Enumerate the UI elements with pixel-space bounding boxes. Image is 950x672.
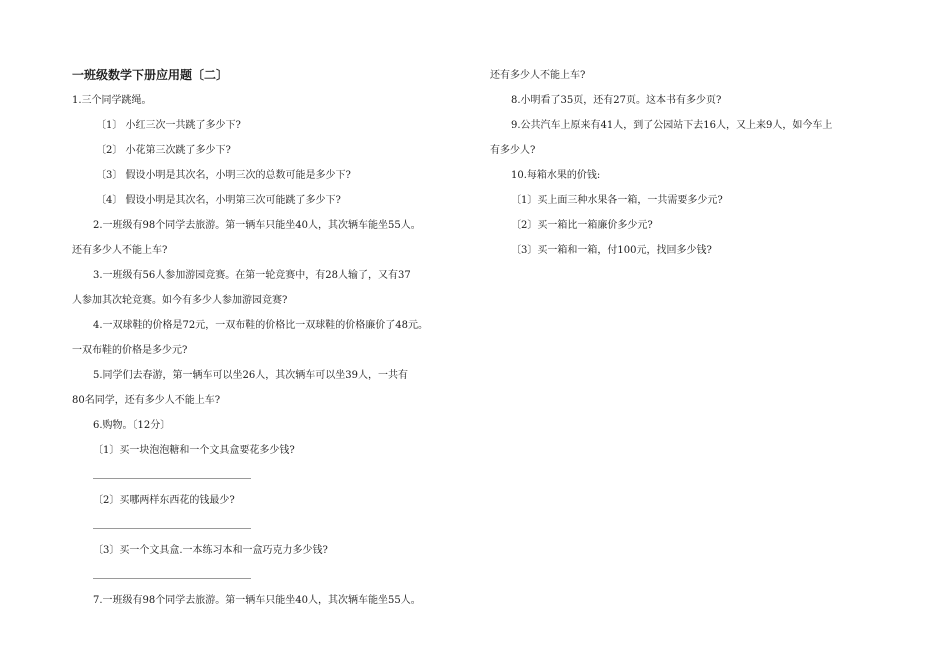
problem-9-line-2: 有多少人? <box>490 145 536 156</box>
problem-1-heading: 1.三个同学跳绳。 <box>72 95 152 106</box>
problem-1-part-4: 〔4〕 假设小明是其次名，小明第三次可能跳了多少下? <box>96 195 341 206</box>
problem-9-line-1: 9.公共汽车上原来有41人，到了公园站下去16人，又上来9人，如今车上 <box>511 120 833 131</box>
problem-5-line-2: 80名同学，还有多少人不能上车? <box>72 395 221 406</box>
problem-1-part-2: 〔2〕 小花第三次跳了多少下? <box>96 145 231 156</box>
problem-3-line-2: 人参加其次轮竞赛。如今有多少人参加游园竞赛? <box>72 295 288 306</box>
problem-10-part-1: 〔1〕买上面三种水果各一箱，一共需要多少元? <box>511 195 723 206</box>
problem-1-part-3: 〔3〕 假设小明是其次名，小明三次的总数可能是多少下? <box>96 170 351 181</box>
answer-line <box>93 478 251 479</box>
answer-line <box>93 528 251 529</box>
problem-5-line-1: 5.同学们去春游，第一辆车可以坐26人，其次辆车可以坐39人，一共有 <box>93 370 408 381</box>
problem-4-line-1: 4.一双球鞋的价格是72元，一双布鞋的价格比一双球鞋的价格廉价了48元。 <box>93 320 428 331</box>
problem-4-line-2: 一双布鞋的价格是多少元? <box>72 345 188 356</box>
problem-7-line-1: 7.一班级有98个同学去旅游。第一辆车只能坐40人，其次辆车能坐55人。 <box>93 595 421 606</box>
problem-10-heading: 10.每箱水果的价钱: <box>511 170 601 181</box>
problem-6-part-1: 〔1〕买一块泡泡糖和一个文具盒要花多少钱? <box>93 445 295 456</box>
problem-10-part-3: 〔3〕买一箱和一箱，付100元，找回多少钱? <box>511 245 712 256</box>
problem-6-part-2: 〔2〕买哪两样东西花的钱最少? <box>93 495 235 506</box>
problem-10-part-2: 〔2〕买一箱比一箱廉价多少元? <box>511 220 653 231</box>
problem-1-part-1: 〔1〕 小红三次一共跳了多少下? <box>96 120 241 131</box>
problem-6-part-3: 〔3〕买一个文具盒.一本练习本和一盒巧克力多少钱? <box>93 545 328 556</box>
problem-8: 8.小明看了35页，还有27页。这本书有多少页? <box>511 95 722 106</box>
problem-6-heading: 6.购物。〔12分〕 <box>93 420 171 431</box>
problem-2-line-1: 2.一班级有98个同学去旅游。第一辆车只能坐40人，其次辆车能坐55人。 <box>93 220 421 231</box>
problem-2-line-2: 还有多少人不能上车? <box>72 245 168 256</box>
problem-7-line-2: 还有多少人不能上车? <box>490 70 586 81</box>
answer-line <box>93 578 251 579</box>
problem-3-line-1: 3.一班级有56人参加游园竞赛。在第一轮竞赛中，有28人输了，又有37 <box>93 270 411 281</box>
worksheet-title: 一班级数学下册应用题〔二〕 <box>72 68 229 82</box>
